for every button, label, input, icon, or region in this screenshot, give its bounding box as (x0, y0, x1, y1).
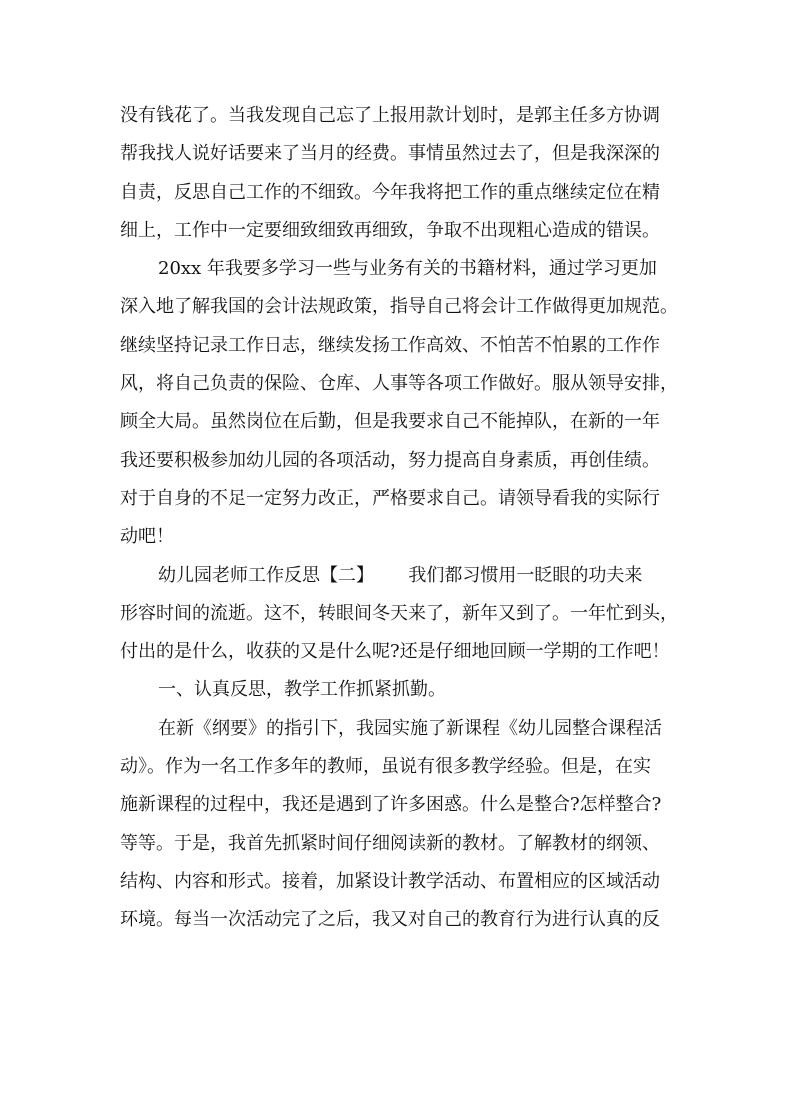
text-line: 深入地了解我国的会计法规政策，指导自己将会计工作做得更加规范。 (120, 296, 678, 318)
subheading-line: 一、认真反思，教学工作抓紧抓勤。 (158, 679, 446, 701)
text-line: 我还要积极参加幼儿园的各项活动，努力提高自身素质，再创佳绩。 (120, 449, 660, 471)
text-line: 20xx 年我要多学习一些与业务有关的书籍材料，通过学习更加 (158, 258, 657, 280)
text-line: 风，将自己负责的保险、仓库、人事等各项工作做好。服从领导安排， (120, 373, 678, 395)
text-line: 动》。作为一名工作多年的教师，虽说有很多教学经验。但是，在实 (120, 756, 651, 778)
text-line: 细上，工作中一定要细致细致再细致，争取不出现粗心造成的错误。 (120, 219, 660, 241)
text-line: 动吧！ (120, 526, 174, 548)
section-heading-line: 幼儿园老师工作反思【二】 我们都习惯用一眨眼的功夫来 (158, 564, 643, 586)
text-line: 付出的是什么，收获的又是什么呢?还是仔细地回顾一学期的工作吧！ (120, 641, 670, 663)
text-line: 环境。每当一次活动完了之后，我又对自己的教育行为进行认真的反 (120, 909, 660, 931)
text-line: 形容时间的流逝。这不，转眼间冬天来了，新年又到了。一年忙到头， (120, 602, 678, 624)
text-line: 等等。于是，我首先抓紧时间仔细阅读新的教材。了解教材的纲领、 (120, 832, 660, 854)
text-line: 自责，反思自己工作的不细致。今年我将把工作的重点继续定位在精 (120, 181, 660, 203)
text-line: 顾全大局。虽然岗位在后勤，但是我要求自己不能掉队，在新的一年 (120, 411, 660, 433)
text-line: 结构、内容和形式。接着，加紧设计教学活动、布置相应的区域活动 (120, 870, 660, 892)
text-line: 施新课程的过程中，我还是遇到了许多困惑。什么是整合?怎样整合? (120, 794, 662, 816)
document-body (120, 97, 680, 940)
text-line: 在新《纲要》的指引下，我园实施了新课程《幼儿园整合课程活 (158, 717, 662, 739)
text-line: 帮我找人说好话要来了当月的经费。事情虽然过去了，但是我深深的 (120, 143, 660, 165)
text-line: 没有钱花了。当我发现自己忘了上报用款计划时，是郭主任多方协调 (120, 105, 660, 126)
text-line: 对于自身的不足一定努力改正，严格要求自己。请领导看我的实际行 (120, 487, 660, 509)
text-line: 继续坚持记录工作日志，继续发扬工作高效、不怕苦不怕累的工作作 (120, 334, 660, 356)
